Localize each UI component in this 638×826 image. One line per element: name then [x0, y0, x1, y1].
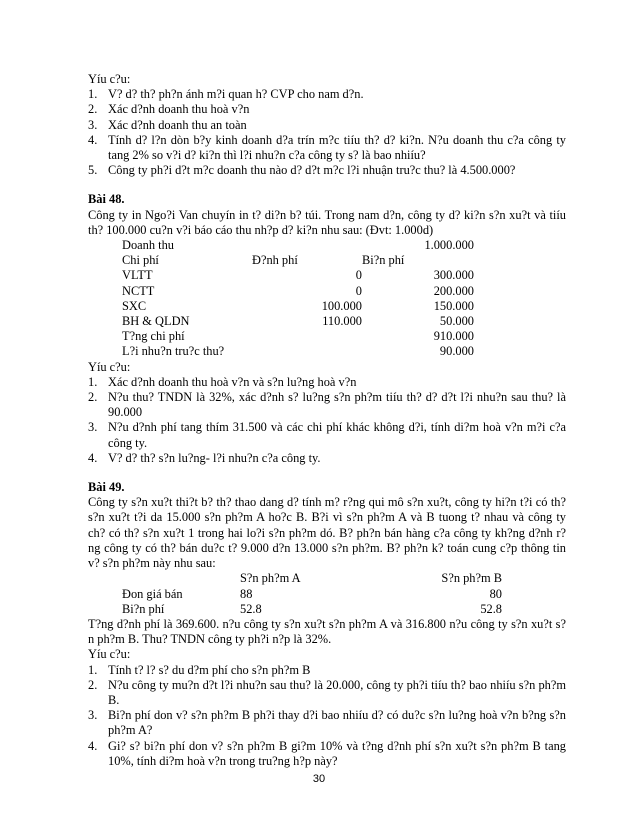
table-row: Ðon giá bán 88 80	[122, 586, 502, 601]
list-item: 2. N?u thu? TNDN là 32%, xác d?nh s? lu?ng s?n ph?m tiíu th? d? d?t l?i nhu?n sau thu? là 90.000	[88, 390, 566, 420]
requirements-list	[88, 375, 566, 466]
paragraph-line: n ph?m B. Thu? TNDN công ty ph?i n?p là 32%.	[88, 632, 332, 647]
list-item: 3. N?u d?nh phí tang thím 31.500 và các chi phí khác không d?i, tính di?m hoà v?n m?i c?a công ty.	[88, 420, 566, 450]
paragraph-line: Công ty s?n xu?t thi?t b? th? thao dang d? tính m? r?ng qui mô s?n xu?t, công ty hi?n t?i có th?	[88, 495, 566, 510]
requirements-list	[88, 663, 566, 769]
document-page	[88, 72, 566, 769]
income-statement-table	[122, 238, 474, 360]
exercise-intro-line: Công ty in Ngo?i Van chuyín in t? di?n b? túi. Trong nam d?n, công ty d? ki?n s?n xu?t và tiíu	[88, 207, 566, 222]
list-item: 3. Bi?n phí don v? s?n ph?m B ph?i thay d?i bao nhiíu d? có du?c s?n lu?ng hoà v?n b?ng s?n ph?m A?	[88, 708, 566, 738]
paragraph-line: v? s?n ph?m này nhu sau:	[88, 556, 216, 571]
list-item: 3. Xác d?nh doanh thu an toàn	[88, 117, 247, 132]
paragraph-line: s?n xu?t t?i da 15.000 s?n ph?m A ho?c B. B?i vì s?n ph?m A và B tuong t? nhau và công ty	[88, 510, 566, 525]
list-item: 1. V? d? th? ph?n ánh m?i quan h? CVP cho nam d?n.	[88, 87, 364, 102]
table-row: S?n ph?m A S?n ph?m B	[240, 571, 502, 586]
list-item: 1. Tính t? l? s? du d?m phí cho s?n ph?m B	[88, 662, 311, 677]
table-row: NCTT 0 200.000	[122, 283, 474, 298]
table-row: L?i nhu?n tru?c thu? 90.000	[122, 344, 474, 359]
list-item: 2. Xác d?nh doanh thu hoà v?n	[88, 102, 250, 117]
page-number: 30	[312, 773, 326, 785]
requirements-heading: Yíu c?u:	[88, 647, 131, 662]
table-row: Doanh thu 1.000.000	[122, 238, 474, 253]
table-row: T?ng chi phí 910.000	[122, 329, 474, 344]
requirements-list	[88, 87, 566, 178]
requirements-heading: Yíu c?u:	[88, 72, 131, 86]
paragraph-line: ch? có th? s?n xu?t 1 trong hai lo?i s?n ph?m dó. B? ph?n bán hàng c?a công ty kh?ng d?nh r?	[88, 525, 566, 540]
product-table	[122, 571, 502, 617]
list-item: 1. Xác d?nh doanh thu hoà v?n và s?n lu?ng hoà v?n	[88, 374, 357, 389]
list-item: 5. Công ty ph?i d?t m?c doanh thu nào d? d?t m?c l?i nhuận tru?c thu? là 4.500.000?	[88, 163, 516, 178]
paragraph-line: ng công ty có th? bán du?c t? 9.000 d?n 13.000 s?n ph?m. B? ph?n k? toán cung c?p thông tin	[88, 540, 566, 555]
exercise-title-48: Bài 48.	[88, 192, 125, 207]
paragraph-line: T?ng d?nh phí là 369.600. n?u công ty s?n xu?t s?n ph?m A và 316.800 n?u công ty s?n xu?t s?	[88, 616, 566, 631]
requirements-heading: Yíu c?u:	[88, 359, 131, 374]
list-item: 4. V? d? th? s?n lu?ng- l?i nhu?n c?a công ty.	[88, 450, 321, 465]
exercise-intro-line: th? 100.000 cu?n v?i báo cáo thu nh?p d? ki?n nhu sau: (Đvt: 1.000d)	[88, 222, 434, 237]
table-row: SXC 100.000 150.000	[122, 298, 474, 313]
list-item: 4. Tính d? l?n dòn b?y kinh doanh d?a trín m?c tiíu th? d? ki?n. N?u doanh thu c?a công ty tang 2% so v?i d? ki?n thì l?i nhu?n c?a công ty s? là bao nhiíu?	[88, 132, 566, 163]
table-row: VLTT 0 300.000	[122, 268, 474, 283]
list-item: 4. Gi? s? bi?n phí don v? s?n ph?m B gi?m 10% và t?ng d?nh phí s?n xu?t s?n ph?m B tang 10%, tính di?m hoà v?n trong tru?ng h?p này?	[88, 738, 566, 768]
table-row: BH & QLDN 110.000 50.000	[122, 314, 474, 329]
table-row: Chi phí Đ?nh phí Bi?n phí	[122, 253, 405, 268]
list-item: 2. N?u công ty mu?n d?t l?i nhu?n sau thu? là 20.000, công ty ph?i tiíu th? bao nhiíu s?n ph?m B.	[88, 677, 566, 707]
exercise-title-49: Bài 49.	[88, 480, 125, 495]
table-row: Bi?n phí 52.8 52.8	[122, 601, 502, 616]
